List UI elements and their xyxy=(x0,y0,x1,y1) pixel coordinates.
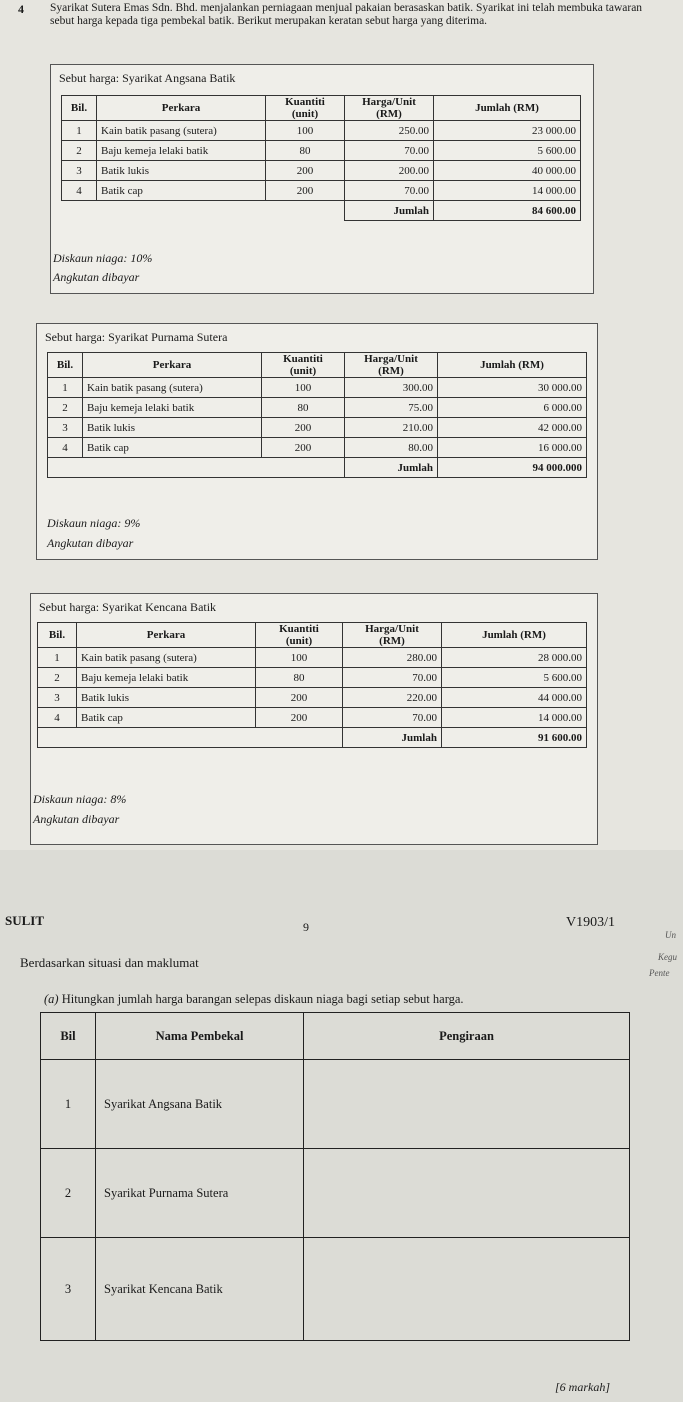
payment-note: Angkutan dibayar xyxy=(47,536,134,550)
answer-col-nama: Nama Pembekal xyxy=(96,1013,304,1060)
quote-table-purnama xyxy=(47,352,587,478)
col-bil: Bil. xyxy=(62,96,97,121)
quote-title: Sebut harga: Syarikat Kencana Batik xyxy=(39,600,217,614)
answer-table xyxy=(40,1012,630,1341)
answer-cell-pengiraan[interactable] xyxy=(304,1238,630,1341)
total-row xyxy=(38,728,587,748)
table-row: 2 Baju kemeja lelaki batik 80 70.00 5 600.00 xyxy=(62,141,581,161)
total-label: Jumlah xyxy=(345,201,434,221)
table-row: 1 Kain batik pasang (sutera) 100 280.00 28 000.00 xyxy=(38,648,587,668)
answer-cell-pengiraan[interactable] xyxy=(304,1060,630,1149)
footer-code: V1903/1 xyxy=(566,915,615,930)
answer-col-bil: Bil xyxy=(41,1013,96,1060)
table-row: 3 Batik lukis 200 220.00 44 000.00 xyxy=(38,688,587,708)
payment-note: Angkutan dibayar xyxy=(53,270,140,284)
marks-label: [6 markah] xyxy=(555,1380,611,1394)
table-row: 1 Kain batik pasang (sutera) 100 250.00 23 000.00 xyxy=(62,121,581,141)
margin-text-a: Un xyxy=(665,930,676,940)
quote-title: Sebut harga: Syarikat Purnama Sutera xyxy=(45,330,228,344)
total-label: Jumlah xyxy=(343,728,442,748)
table-row: 3 Batik lukis 200 200.00 40 000.00 xyxy=(62,161,581,181)
quote-box-purnama xyxy=(36,323,598,560)
answer-row: 2 Syarikat Purnama Sutera xyxy=(41,1149,630,1238)
quote-title: Sebut harga: Syarikat Angsana Batik xyxy=(59,71,236,85)
footer-page-number: 9 xyxy=(303,920,309,934)
answer-row: 3 Syarikat Kencana Batik xyxy=(41,1238,630,1341)
part-a-text: Hitungkan jumlah harga barangan selepas diskaun niaga bagi setiap sebut harga. xyxy=(61,992,464,1006)
quote-table-kencana xyxy=(37,622,587,748)
col-jumlah: Jumlah (RM) xyxy=(434,96,581,121)
total-row xyxy=(48,458,587,478)
col-perkara: Perkara xyxy=(97,96,266,121)
payment-note: Angkutan dibayar xyxy=(33,812,120,826)
footer-sulit: SULIT xyxy=(5,913,45,928)
table-header-row xyxy=(62,96,581,121)
total-value: 91 600.00 xyxy=(442,728,587,748)
quote-box-kencana xyxy=(30,593,598,845)
answer-row: 1 Syarikat Angsana Batik xyxy=(41,1060,630,1149)
total-row xyxy=(62,201,581,221)
discount-note: Diskaun niaga: 9% xyxy=(47,516,141,530)
quote-box-angsana xyxy=(50,64,594,294)
table-row: 4 Batik cap 200 80.00 16 000.00 xyxy=(48,438,587,458)
col-kuantiti: Kuantiti (unit) xyxy=(266,96,345,121)
table-row: 4 Batik cap 200 70.00 14 000.00 xyxy=(38,708,587,728)
total-value: 84 600.00 xyxy=(434,201,581,221)
table-header-row: Bil. Perkara Kuantiti (unit) Harga/Unit (RM) Jumlah (RM) xyxy=(38,623,587,648)
question-number: 4 xyxy=(18,2,24,16)
table-row: 4 Batik cap 200 70.00 14 000.00 xyxy=(62,181,581,201)
total-label: Jumlah xyxy=(345,458,438,478)
discount-note: Diskaun niaga: 10% xyxy=(53,251,153,265)
answer-cell-pengiraan[interactable] xyxy=(304,1149,630,1238)
part-a-label: (a) xyxy=(44,992,59,1006)
question-intro: Syarikat Sutera Emas Sdn. Bhd. menjalankan perniagaan menjual pakaian berasaskan batik. Syarikat ini telah membuka tawaran sebut harga kepada tiga pembekal batik. Berikut merupakan keratan sebut harga yang diterima. xyxy=(50,2,643,27)
answer-col-pengiraan: Pengiraan xyxy=(304,1013,630,1060)
quote-table-angsana xyxy=(61,95,581,221)
table-row: 3 Batik lukis 200 210.00 42 000.00 xyxy=(48,418,587,438)
instruction-text: Berdasarkan situasi dan maklumat xyxy=(20,955,199,970)
table-header-row: Bil. Perkara Kuantiti (unit) Harga/Unit (RM) Jumlah (RM) xyxy=(48,353,587,378)
margin-text-c: Pente xyxy=(649,968,670,978)
table-row: 2 Baju kemeja lelaki batik 80 75.00 6 000.00 xyxy=(48,398,587,418)
total-value: 94 000.000 xyxy=(438,458,587,478)
margin-text-b: Kegu xyxy=(658,952,677,962)
table-row: 2 Baju kemeja lelaki batik 80 70.00 5 600.00 xyxy=(38,668,587,688)
discount-note: Diskaun niaga: 8% xyxy=(33,792,127,806)
col-harga: Harga/Unit (RM) xyxy=(345,96,434,121)
table-row: 1 Kain batik pasang (sutera) 100 300.00 30 000.00 xyxy=(48,378,587,398)
part-a-question xyxy=(44,992,464,1007)
answer-header-row xyxy=(41,1013,630,1060)
